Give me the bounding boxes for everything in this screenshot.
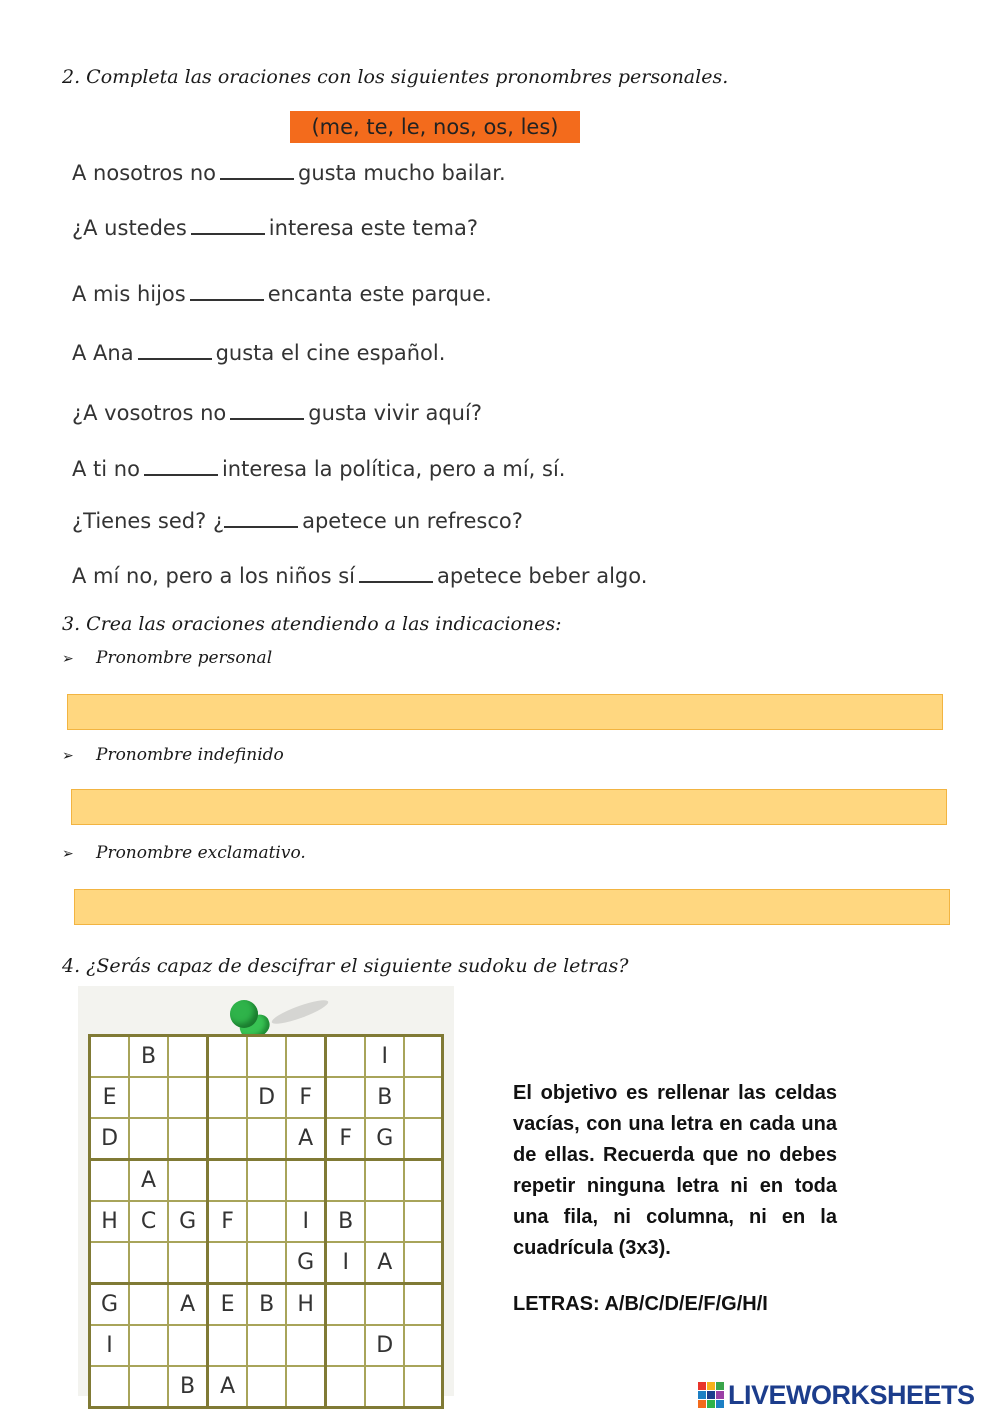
sudoku-given-cell: C (129, 1201, 168, 1242)
logo-square (707, 1391, 715, 1399)
sudoku-empty-cell[interactable] (404, 1160, 442, 1202)
sudoku-empty-cell[interactable] (129, 1366, 168, 1408)
sudoku-empty-cell[interactable] (90, 1160, 130, 1202)
sudoku-letters: LETRAS: A/B/C/D/E/F/G/H/I (513, 1293, 768, 1315)
sudoku-given-cell: I (326, 1242, 365, 1284)
sudoku-instructions: El objetivo es rellenar las celdas vacías, con una letra en cada una de ellas. Recuerda que no debes repetir ninguna letra ni en toda una fila, ni columna, ni en la cuadrícula (3x3). (513, 1082, 837, 1259)
sudoku-given-cell: I (90, 1325, 130, 1366)
sentence-text-after: interesa este tema? (268, 216, 478, 240)
sudoku-row (90, 1201, 443, 1242)
arrow-bullet-icon: ➢ (62, 651, 74, 667)
sudoku-empty-cell[interactable] (129, 1242, 168, 1284)
sudoku-given-cell: A (208, 1366, 247, 1408)
sudoku-row (90, 1284, 443, 1326)
sudoku-given-cell: G (90, 1284, 130, 1326)
sudoku-given-cell: F (286, 1077, 326, 1118)
sudoku-given-cell: A (168, 1284, 208, 1326)
sudoku-empty-cell[interactable] (90, 1036, 130, 1078)
sentence-text-before: A mí no, pero a los niños sí (72, 564, 355, 588)
sentence-text-after: gusta el cine español. (215, 341, 446, 365)
answer-field-indefinido[interactable] (71, 789, 947, 825)
sudoku-empty-cell[interactable] (326, 1160, 365, 1202)
bullet-label: Pronombre personal (96, 648, 273, 668)
sudoku-empty-cell[interactable] (208, 1118, 247, 1160)
sudoku-row (90, 1366, 443, 1408)
sentence-text-before: A Ana (72, 341, 134, 365)
sudoku-empty-cell[interactable] (326, 1036, 365, 1078)
sudoku-empty-cell[interactable] (168, 1160, 208, 1202)
sudoku-empty-cell[interactable] (404, 1284, 442, 1326)
sentence-text-after: gusta mucho bailar. (298, 161, 506, 185)
fill-blank-field[interactable] (359, 563, 433, 583)
sentence-8 (72, 563, 647, 588)
sudoku-empty-cell[interactable] (208, 1325, 247, 1366)
logo-square (716, 1391, 724, 1399)
sentence-1 (72, 160, 506, 185)
sudoku-empty-cell[interactable] (168, 1118, 208, 1160)
sudoku-empty-cell[interactable] (365, 1201, 404, 1242)
sentence-text-after: interesa la política, pero a mí, sí. (221, 457, 566, 481)
sudoku-row (90, 1077, 443, 1118)
fill-blank-field[interactable] (224, 508, 298, 528)
sudoku-empty-cell[interactable] (404, 1242, 442, 1284)
sudoku-given-cell: F (208, 1201, 247, 1242)
logo-square (698, 1391, 706, 1399)
sentence-text-before: A ti no (72, 457, 140, 481)
sudoku-empty-cell[interactable] (326, 1077, 365, 1118)
fill-blank-field[interactable] (191, 215, 265, 235)
sudoku-empty-cell[interactable] (404, 1077, 442, 1118)
sudoku-given-cell: D (365, 1325, 404, 1366)
pronoun-list-box: (me, te, le, nos, os, les) (290, 111, 580, 143)
sudoku-empty-cell[interactable] (208, 1036, 247, 1078)
fill-blank-field[interactable] (138, 340, 212, 360)
sudoku-given-cell: D (247, 1077, 286, 1118)
sudoku-empty-cell[interactable] (365, 1284, 404, 1326)
sudoku-empty-cell[interactable] (168, 1242, 208, 1284)
sudoku-empty-cell[interactable] (247, 1242, 286, 1284)
arrow-bullet-icon: ➢ (62, 846, 74, 862)
sudoku-empty-cell[interactable] (286, 1036, 326, 1078)
bullet-label: Pronombre exclamativo. (96, 843, 306, 863)
fill-blank-field[interactable] (230, 400, 304, 420)
sudoku-given-cell: I (365, 1036, 404, 1078)
bullet-item-personal (62, 648, 272, 668)
arrow-bullet-icon: ➢ (62, 748, 74, 764)
sentence-7 (72, 508, 523, 533)
sudoku-given-cell: D (90, 1118, 130, 1160)
exercise-2-title: 2. Completa las oraciones con los siguientes pronombres personales. (62, 66, 729, 88)
sudoku-row (90, 1036, 443, 1078)
sudoku-empty-cell[interactable] (286, 1366, 326, 1408)
logo-square (716, 1382, 724, 1390)
sudoku-given-cell: B (365, 1077, 404, 1118)
sudoku-empty-cell[interactable] (247, 1118, 286, 1160)
sudoku-given-cell: G (168, 1201, 208, 1242)
pushpin-head-icon (230, 1000, 258, 1028)
sudoku-empty-cell[interactable] (247, 1366, 286, 1408)
answer-field-personal[interactable] (67, 694, 943, 730)
liveworksheets-brand (698, 1378, 975, 1412)
sudoku-empty-cell[interactable] (129, 1118, 168, 1160)
exercise-4-title: 4. ¿Serás capaz de descifrar el siguiente sudoku de letras? (62, 955, 629, 977)
sudoku-empty-cell[interactable] (129, 1325, 168, 1366)
sudoku-empty-cell[interactable] (90, 1366, 130, 1408)
sudoku-empty-cell[interactable] (90, 1242, 130, 1284)
sudoku-grid (88, 1034, 444, 1409)
fill-blank-field[interactable] (190, 281, 264, 301)
sudoku-empty-cell[interactable] (168, 1325, 208, 1366)
sudoku-given-cell: A (129, 1160, 168, 1202)
liveworksheets-logo-icon (698, 1382, 724, 1408)
logo-square (707, 1400, 715, 1408)
sudoku-given-cell: I (286, 1201, 326, 1242)
sudoku-empty-cell[interactable] (404, 1201, 442, 1242)
bullet-label: Pronombre indefinido (96, 745, 284, 765)
sudoku-empty-cell[interactable] (208, 1160, 247, 1202)
sudoku-given-cell: B (326, 1201, 365, 1242)
sudoku-row (90, 1160, 443, 1202)
sentence-text-before: A mis hijos (72, 282, 186, 306)
sudoku-given-cell: G (286, 1242, 326, 1284)
logo-square (707, 1382, 715, 1390)
sudoku-empty-cell[interactable] (168, 1077, 208, 1118)
sentence-text-after: apetece un refresco? (302, 509, 523, 533)
sudoku-empty-cell[interactable] (208, 1242, 247, 1284)
sudoku-empty-cell[interactable] (168, 1036, 208, 1078)
sentence-text-before: ¿A vosotros no (72, 401, 227, 425)
sudoku-empty-cell[interactable] (129, 1077, 168, 1118)
sudoku-row (90, 1242, 443, 1284)
logo-square (698, 1382, 706, 1390)
sudoku-given-cell: A (365, 1242, 404, 1284)
sudoku-empty-cell[interactable] (286, 1160, 326, 1202)
sentence-4 (72, 340, 445, 365)
sudoku-empty-cell[interactable] (365, 1366, 404, 1408)
sudoku-empty-cell[interactable] (208, 1077, 247, 1118)
sentence-6 (72, 456, 565, 481)
sudoku-given-cell: B (247, 1284, 286, 1326)
sudoku-given-cell: B (168, 1366, 208, 1408)
sudoku-given-cell: G (365, 1118, 404, 1160)
fill-blank-field[interactable] (220, 160, 294, 180)
sentence-text-after: gusta vivir aquí? (308, 401, 482, 425)
sudoku-empty-cell[interactable] (247, 1201, 286, 1242)
sudoku-empty-cell[interactable] (326, 1325, 365, 1366)
sudoku-given-cell: B (129, 1036, 168, 1078)
sudoku-given-cell: E (208, 1284, 247, 1326)
sentence-text-before: A nosotros no (72, 161, 217, 185)
sudoku-empty-cell[interactable] (326, 1366, 365, 1408)
sudoku-empty-cell[interactable] (247, 1036, 286, 1078)
exercise-3-title: 3. Crea las oraciones atendiendo a las indicaciones: (62, 613, 562, 635)
sudoku-row (90, 1325, 443, 1366)
sudoku-empty-cell[interactable] (404, 1325, 442, 1366)
logo-square (698, 1400, 706, 1408)
sudoku-empty-cell[interactable] (247, 1160, 286, 1202)
bullet-item-exclamativo (62, 843, 306, 863)
sudoku-given-cell: A (286, 1118, 326, 1160)
answer-field-exclamativo[interactable] (74, 889, 950, 925)
sentence-2 (72, 215, 478, 240)
sudoku-empty-cell[interactable] (286, 1325, 326, 1366)
sudoku-empty-cell[interactable] (326, 1284, 365, 1326)
bullet-item-indefinido (62, 745, 284, 765)
sudoku-empty-cell[interactable] (404, 1118, 442, 1160)
sudoku-given-cell: E (90, 1077, 130, 1118)
sentence-text-after: apetece beber algo. (437, 564, 648, 588)
sudoku-given-cell: H (286, 1284, 326, 1326)
sudoku-empty-cell[interactable] (404, 1036, 442, 1078)
sentence-3 (72, 281, 492, 306)
sudoku-empty-cell[interactable] (247, 1325, 286, 1366)
sudoku-empty-cell[interactable] (365, 1160, 404, 1202)
sudoku-given-cell: H (90, 1201, 130, 1242)
sentence-text-before: ¿Tienes sed? ¿ (72, 509, 225, 533)
fill-blank-field[interactable] (144, 456, 218, 476)
sudoku-given-cell: F (326, 1118, 365, 1160)
sudoku-row (90, 1118, 443, 1160)
brand-name: LIVEWORKSHEETS (728, 1379, 975, 1410)
logo-square (716, 1400, 724, 1408)
sudoku-empty-cell[interactable] (129, 1284, 168, 1326)
sentence-text-after: encanta este parque. (267, 282, 492, 306)
sentence-5 (72, 400, 482, 425)
sentence-text-before: ¿A ustedes (72, 216, 187, 240)
sudoku-empty-cell[interactable] (404, 1366, 442, 1408)
